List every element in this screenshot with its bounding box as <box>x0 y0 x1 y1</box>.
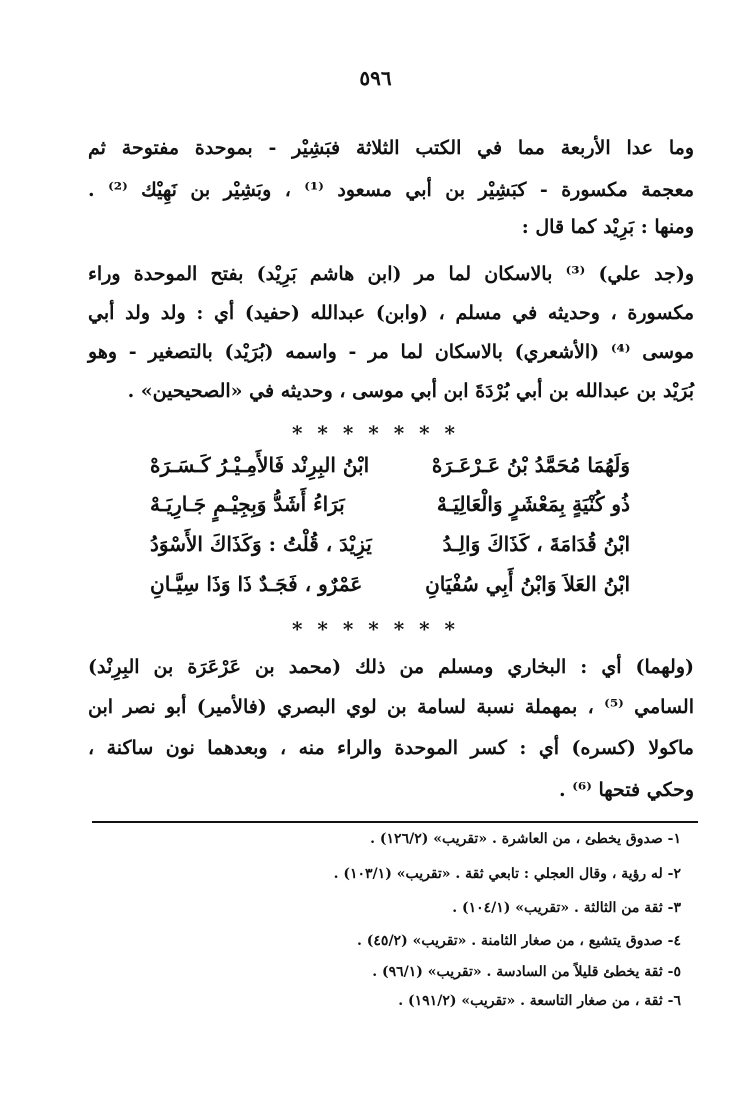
verse-3-first-hemistich: ابْنُ قُدَامَةَ ، كَذَاكَ وَالِـدُ <box>442 532 630 556</box>
footnote-1: ١- صدوق يخطئ ، من العاشرة . «تقريب» (١٢٦/٢) . <box>370 831 681 847</box>
verse-line-1 <box>150 447 630 483</box>
star-divider-bottom: * * * * * * * <box>292 617 459 641</box>
paragraph-3-line-1: (ولهما) أي : البخاري ومسلم من ذلك (محمد بن عَرْعَرَة بن البِرِنْد) <box>88 656 694 678</box>
footnote-2: ٢- له رؤية ، وقال العجلي : تابعي ثقة . «تقريب» (١٠٣/١) . <box>333 866 681 882</box>
verse-1-second-hemistich: ابْنُ البِرِنْد فَالأَمِـيْـرُ كَـسَـرَهْ <box>150 453 370 477</box>
verse-4-second-hemistich: عَمْرٌو ، فَجَـدٌ ذَا وَذَا سِيَّـانِ <box>150 572 363 596</box>
footnote-5: ٥- ثقة يخطئ قليلاً من السادسة . «تقريب» (٩٦/١) . <box>372 964 681 980</box>
verse-line-4 <box>150 566 630 602</box>
verse-2-first-hemistich: ذُو كُنْيَةٍ بِمَعْشَرٍ وَالْعَالِيَـهْ <box>436 492 630 516</box>
star-divider-top: * * * * * * * <box>292 421 459 445</box>
page-number: ٥٩٦ <box>359 66 392 90</box>
paragraph-2-line-3: موسى ⁽⁴⁾ (الأشعري) بالاسكان لما مر - واسمه (بُرَيْد) بالتصغير - وهو <box>88 341 694 363</box>
paragraph-3-line-4: وحكي فتحها ⁽⁶⁾ . <box>559 779 694 801</box>
footnote-separator <box>92 821 698 823</box>
verse-1-first-hemistich: وَلَهُمَا مُحَمَّدُ بْنُ عَـرْعَـرَهْ <box>431 453 630 477</box>
verse-4-first-hemistich: ابْنُ العَلاَ وَابْنُ أَبِي سُفْيَانِ <box>425 572 630 596</box>
verse-2-second-hemistich: بَرَاءُ أَشَدُّ وَبِجِيْـمٍ جَـارِيَـهْ <box>150 492 345 516</box>
paragraph-3-line-2: السامي ⁽⁵⁾ ، بمهملة نسبة لسامة بن لوي البصري (فالأمير) أبو نصر ابن <box>88 696 694 718</box>
paragraph-1-line-1: وما عدا الأربعة مما في الكتب الثلاثة فبَشِيْر - بموحدة مفتوحة ثم <box>88 137 694 159</box>
paragraph-3-line-3: ماكولا (كسره) أي : كسر الموحدة والراء منه ، وبعدهما نون ساكنة ، <box>88 737 694 759</box>
paragraph-2-line-2: مكسورة ، وحديثه في مسلم ، (وابن) عبدالله (حفيد) أي : ولد ولد أبي <box>88 302 694 324</box>
footnote-4: ٤- صدوق يتشيع ، من صغار الثامنة . «تقريب» (٤٥/٢) . <box>357 933 681 949</box>
paragraph-1-line-2: معجمة مكسورة - كبَشِيْر بن أبي مسعود ⁽¹⁾ ، وبَشِيْر بن نَهِيْك ⁽²⁾ . <box>88 179 694 201</box>
paragraph-2-line-1: و(جد علي) ⁽³⁾ بالاسكان لما مر (ابن هاشم بَرِيْد) بفتح الموحدة وراء <box>88 263 694 285</box>
verse-line-2 <box>150 486 630 522</box>
footnote-3: ٣- ثقة من الثالثة . «تقريب» (١٠٤/١) . <box>452 900 681 916</box>
paragraph-2-line-4: بُرَيْد بن عبدالله بن أبي بُرْدَةَ ابن أبي موسى ، وحديثه في «الصحيحين» . <box>127 380 694 402</box>
footnote-6: ٦- ثقة ، من صغار التاسعة . «تقريب» (١٩١/٢) . <box>398 993 681 1009</box>
verse-3-second-hemistich: يَزِيْدَ ، قُلْتُ : وَكَذَاكَ الأَسْوَدُ <box>150 532 372 556</box>
paragraph-1-line-3: ومنها : بَرِيْد كما قال : <box>521 216 694 238</box>
verse-line-3 <box>150 526 630 562</box>
